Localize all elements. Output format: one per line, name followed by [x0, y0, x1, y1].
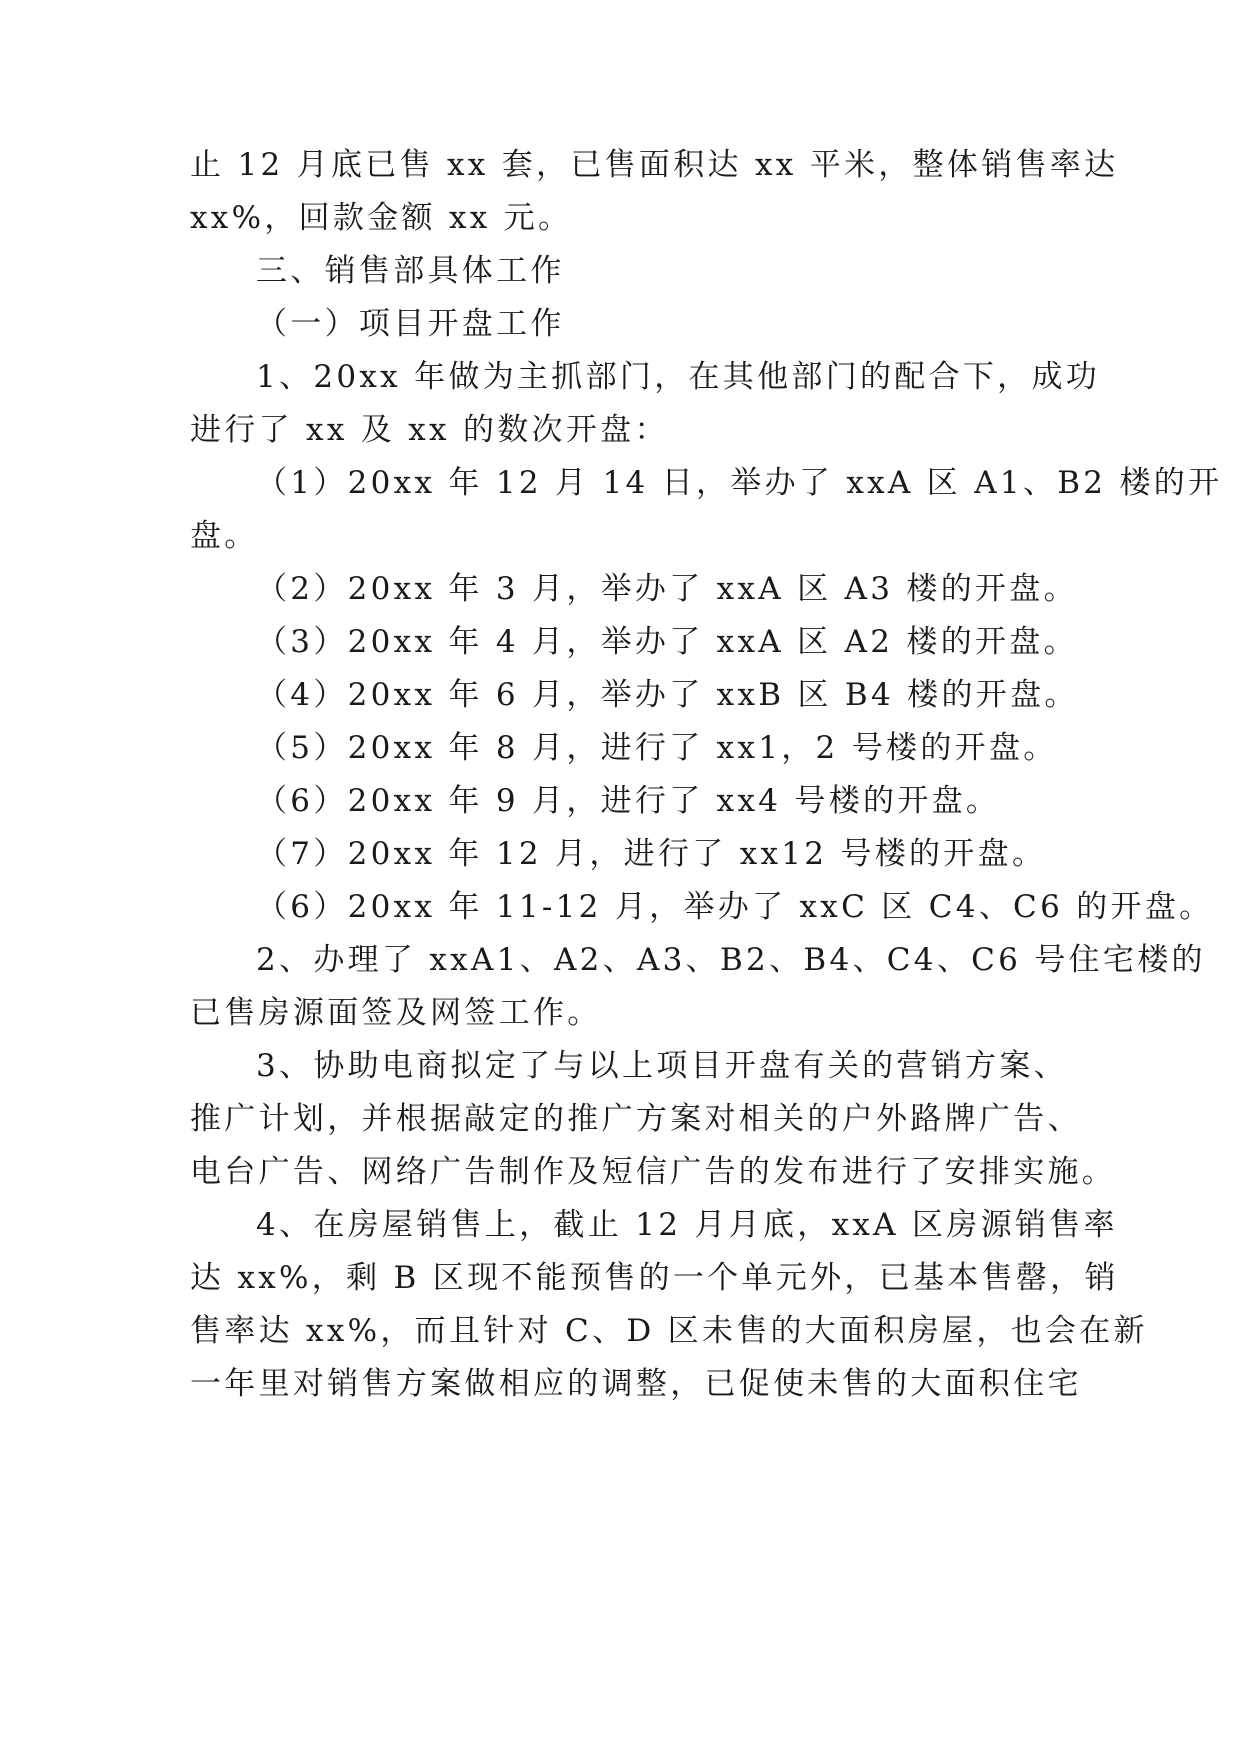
text-line: xx%，回款金额 xx 元。 [190, 200, 573, 236]
text-line: 达 xx%，剩 B 区现不能预售的一个单元外，已基本售罄，销 [190, 1260, 1119, 1296]
text-line: 进行了 xx 及 xx 的数次开盘： [190, 412, 669, 448]
list-item: （6）20xx 年 9 月，进行了 xx4 号楼的开盘。 [256, 783, 1001, 819]
list-item: （6）20xx 年 11-12 月，举办了 xxC 区 C4、C6 的开盘。 [256, 889, 1214, 925]
list-item: （3）20xx 年 4 月，举办了 xxA 区 A2 楼的开盘。 [256, 624, 1078, 660]
text-line: 2、办理了 xxA1、A2、A3、B2、B4、C4、C6 号住宅楼的 [256, 942, 1206, 978]
text-line: 盘。 [190, 518, 259, 554]
list-item: （4）20xx 年 6 月，举办了 xxB 区 B4 楼的开盘。 [256, 677, 1079, 713]
text-line: 已售房源面签及网签工作。 [190, 995, 602, 1031]
text-line: 一年里对销售方案做相应的调整，已促使未售的大面积住宅 [190, 1366, 1082, 1402]
text-line: 4、在房屋销售上，截止 12 月月底，xxA 区房源销售率 [256, 1207, 1118, 1243]
text-line: 止 12 月底已售 xx 套，已售面积达 xx 平米，整体销售率达 [190, 147, 1119, 183]
list-item: （5）20xx 年 8 月，进行了 xx1，2 号楼的开盘。 [256, 730, 1058, 766]
list-item: （1）20xx 年 12 月 14 日，举办了 xxA 区 A1、B2 楼的开 [256, 465, 1223, 501]
text-line: 3、协助电商拟定了与以上项目开盘有关的营销方案、 [256, 1048, 1068, 1084]
text-line: 售率达 xx%，而且针对 C、D 区未售的大面积房屋，也会在新 [190, 1313, 1148, 1349]
text-line: 1、20xx 年做为主抓部门，在其他部门的配合下，成功 [256, 359, 1101, 395]
list-item: （2）20xx 年 3 月，举办了 xxA 区 A3 楼的开盘。 [256, 571, 1078, 607]
list-item: （7）20xx 年 12 月，进行了 xx12 号楼的开盘。 [256, 836, 1047, 872]
text-line: 推广计划，并根据敲定的推广方案对相关的户外路牌广告、 [190, 1101, 1082, 1137]
subsection-heading: （一）项目开盘工作 [256, 306, 565, 342]
text-line: 电台广告、网络广告制作及短信广告的发布进行了安排实施。 [190, 1154, 1117, 1190]
section-heading: 三、销售部具体工作 [256, 253, 565, 289]
